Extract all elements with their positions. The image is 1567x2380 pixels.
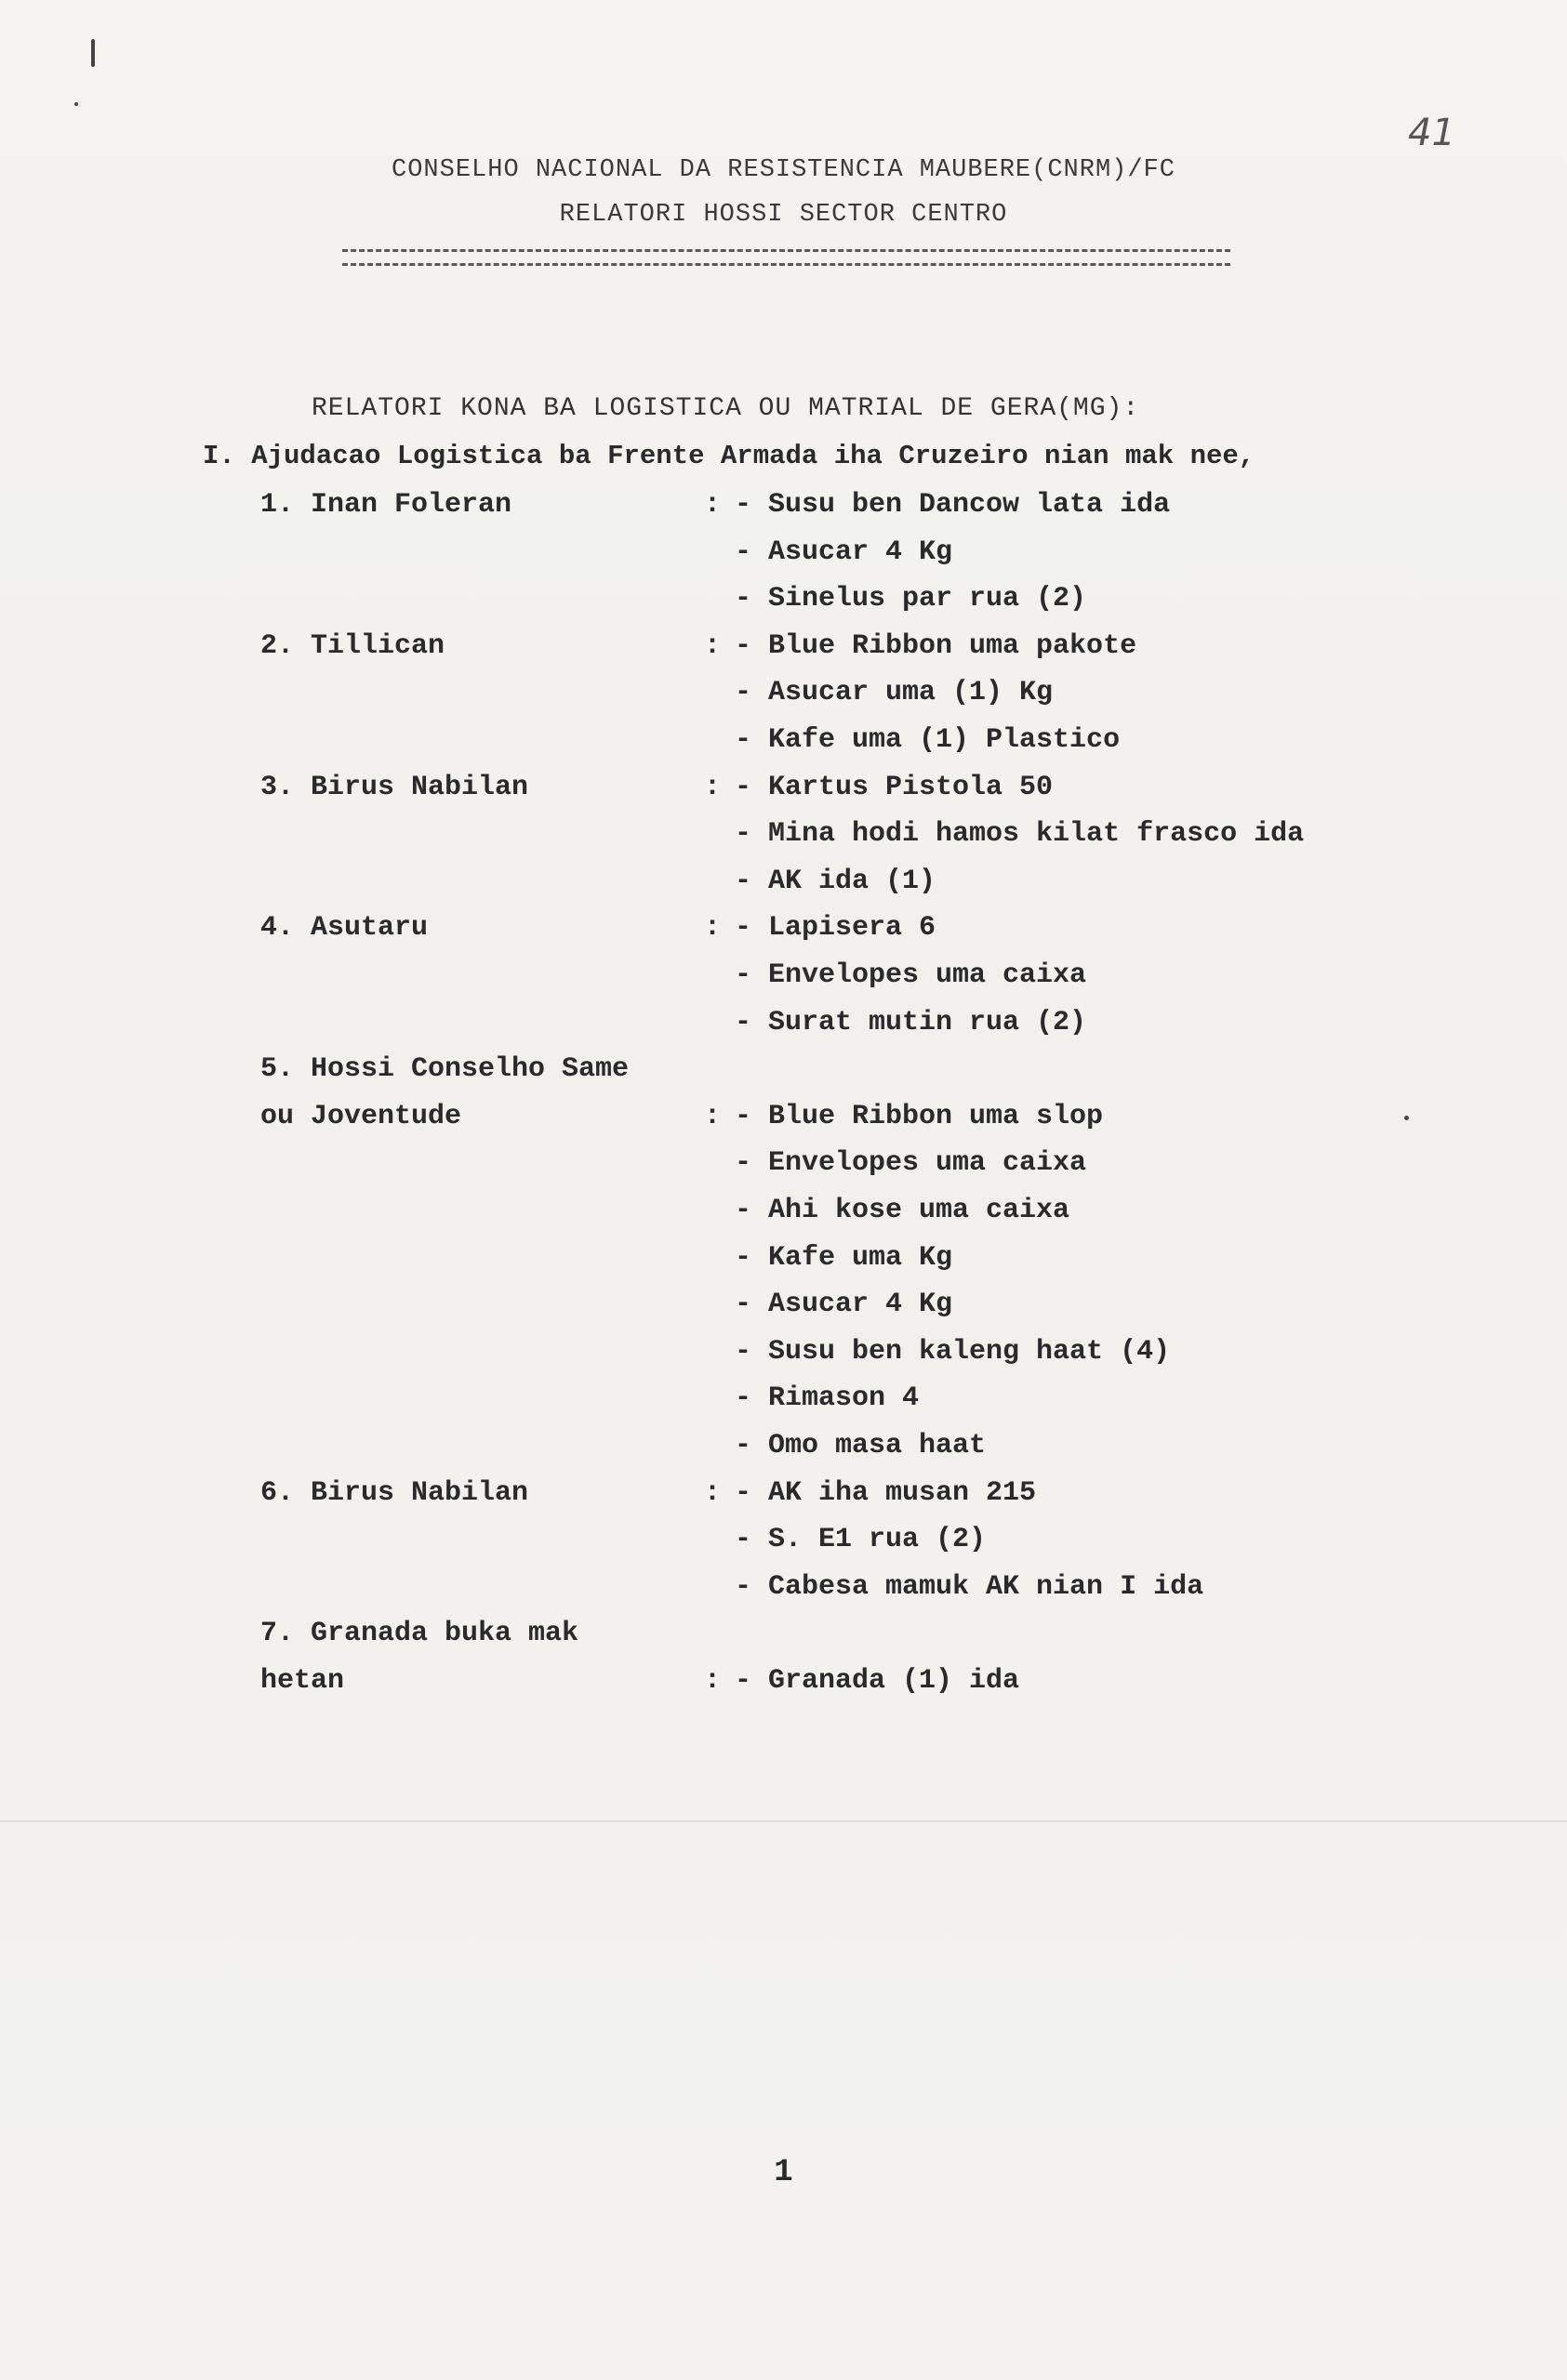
ink-speck	[74, 102, 78, 106]
handwritten-page-mark: 41	[1408, 112, 1455, 154]
colon-separator: :	[704, 912, 722, 945]
heading-rule	[342, 249, 1230, 266]
list-item	[0, 1336, 1567, 1382]
recipient-label: 1. Inan Foleran	[260, 489, 512, 521]
margin-mark	[91, 39, 95, 67]
list-item	[0, 866, 1567, 912]
supply-item: - Surat mutin rua (2)	[735, 1006, 1087, 1038]
list-item	[0, 1242, 1567, 1289]
list-item	[0, 489, 1567, 536]
supply-item: - Susu ben Dancow lata ida	[735, 489, 1171, 521]
supply-item: - Omo masa haat	[735, 1430, 987, 1461]
recipient-label: ou Joventude	[260, 1100, 462, 1132]
colon-separator: :	[704, 629, 722, 662]
list-item	[0, 1147, 1567, 1194]
list-item	[0, 1665, 1567, 1712]
list-item	[0, 959, 1567, 1006]
recipient-label: 3. Birus Nabilan	[260, 771, 529, 803]
colon-separator: :	[704, 771, 722, 803]
supply-item: - Blue Ribbon uma slop	[735, 1100, 1104, 1132]
list-item	[0, 1195, 1567, 1241]
ink-speck	[1404, 1116, 1409, 1120]
paper-fold	[0, 1820, 1567, 1822]
supply-item: - Asucar uma (1) Kg	[735, 677, 1054, 709]
page-number: 1	[774, 2155, 793, 2190]
list-item	[0, 912, 1567, 959]
list-item	[0, 1430, 1567, 1476]
supply-item: - AK ida (1)	[735, 865, 936, 897]
recipient-label: 6. Birus Nabilan	[260, 1476, 529, 1509]
supply-item: - Kartus Pistola 50	[735, 771, 1054, 803]
organization-heading: CONSELHO NACIONAL DA RESISTENCIA MAUBERE(CNRM)/FC	[392, 156, 1175, 184]
list-item	[0, 1524, 1567, 1570]
supply-item: - Kafe uma (1) Plastico	[735, 724, 1121, 756]
report-heading: RELATORI HOSSI SECTOR CENTRO	[559, 201, 1008, 229]
list-item	[0, 1571, 1567, 1618]
supply-item: - Envelopes uma caixa	[735, 1147, 1087, 1180]
list-item	[0, 630, 1567, 677]
list-item	[0, 1053, 1567, 1100]
supply-item: - Mina hodi hamos kilat frasco ida	[735, 818, 1305, 851]
list-item	[0, 1618, 1567, 1664]
supply-item: - Granada (1) ida	[735, 1665, 1020, 1697]
list-item	[0, 818, 1567, 865]
colon-separator: :	[704, 1476, 722, 1509]
colon-separator: :	[704, 1665, 722, 1697]
colon-separator: :	[704, 489, 722, 521]
list-item	[0, 1289, 1567, 1335]
list-item	[0, 1007, 1567, 1053]
recipient-label: 5. Hossi Conselho Same	[260, 1053, 630, 1086]
list-item	[0, 1477, 1567, 1524]
supply-item: - Susu ben kaleng haat (4)	[735, 1335, 1171, 1368]
recipient-label: 2. Tillican	[260, 629, 445, 662]
supply-item: - Rimason 4	[735, 1382, 920, 1415]
list-item	[0, 1382, 1567, 1429]
supply-item: - Cabesa mamuk AK nian I ida	[735, 1570, 1204, 1603]
list-item	[0, 724, 1567, 771]
section-title: RELATORI KONA BA LOGISTICA OU MATRIAL DE GERA(MG):	[312, 394, 1140, 423]
supply-item: - Lapisera 6	[735, 912, 936, 945]
supply-item: - Asucar 4 Kg	[735, 1289, 953, 1321]
recipient-label: 7. Granada buka mak	[260, 1618, 579, 1650]
list-item	[0, 536, 1567, 583]
list-item	[0, 772, 1567, 818]
recipient-label: 4. Asutaru	[260, 912, 429, 945]
supply-item: - S. E1 rua (2)	[735, 1524, 987, 1556]
list-item	[0, 677, 1567, 723]
supply-item: - Envelopes uma caixa	[735, 959, 1087, 991]
colon-separator: :	[704, 1100, 722, 1132]
list-item	[0, 1101, 1567, 1147]
supply-item: - Ahi kose uma caixa	[735, 1195, 1070, 1226]
supply-item: - Kafe uma Kg	[735, 1241, 953, 1274]
section-intro: I. Ajudacao Logistica ba Frente Armada iha Cruzeiro nian mak nee,	[203, 441, 1255, 471]
supply-item: - AK iha musan 215	[735, 1476, 1037, 1509]
list-item	[0, 583, 1567, 629]
supply-item: - Sinelus par rua (2)	[735, 583, 1087, 615]
recipient-label: hetan	[260, 1665, 345, 1697]
supply-item: - Blue Ribbon uma pakote	[735, 629, 1137, 662]
supply-item: - Asucar 4 Kg	[735, 536, 953, 568]
